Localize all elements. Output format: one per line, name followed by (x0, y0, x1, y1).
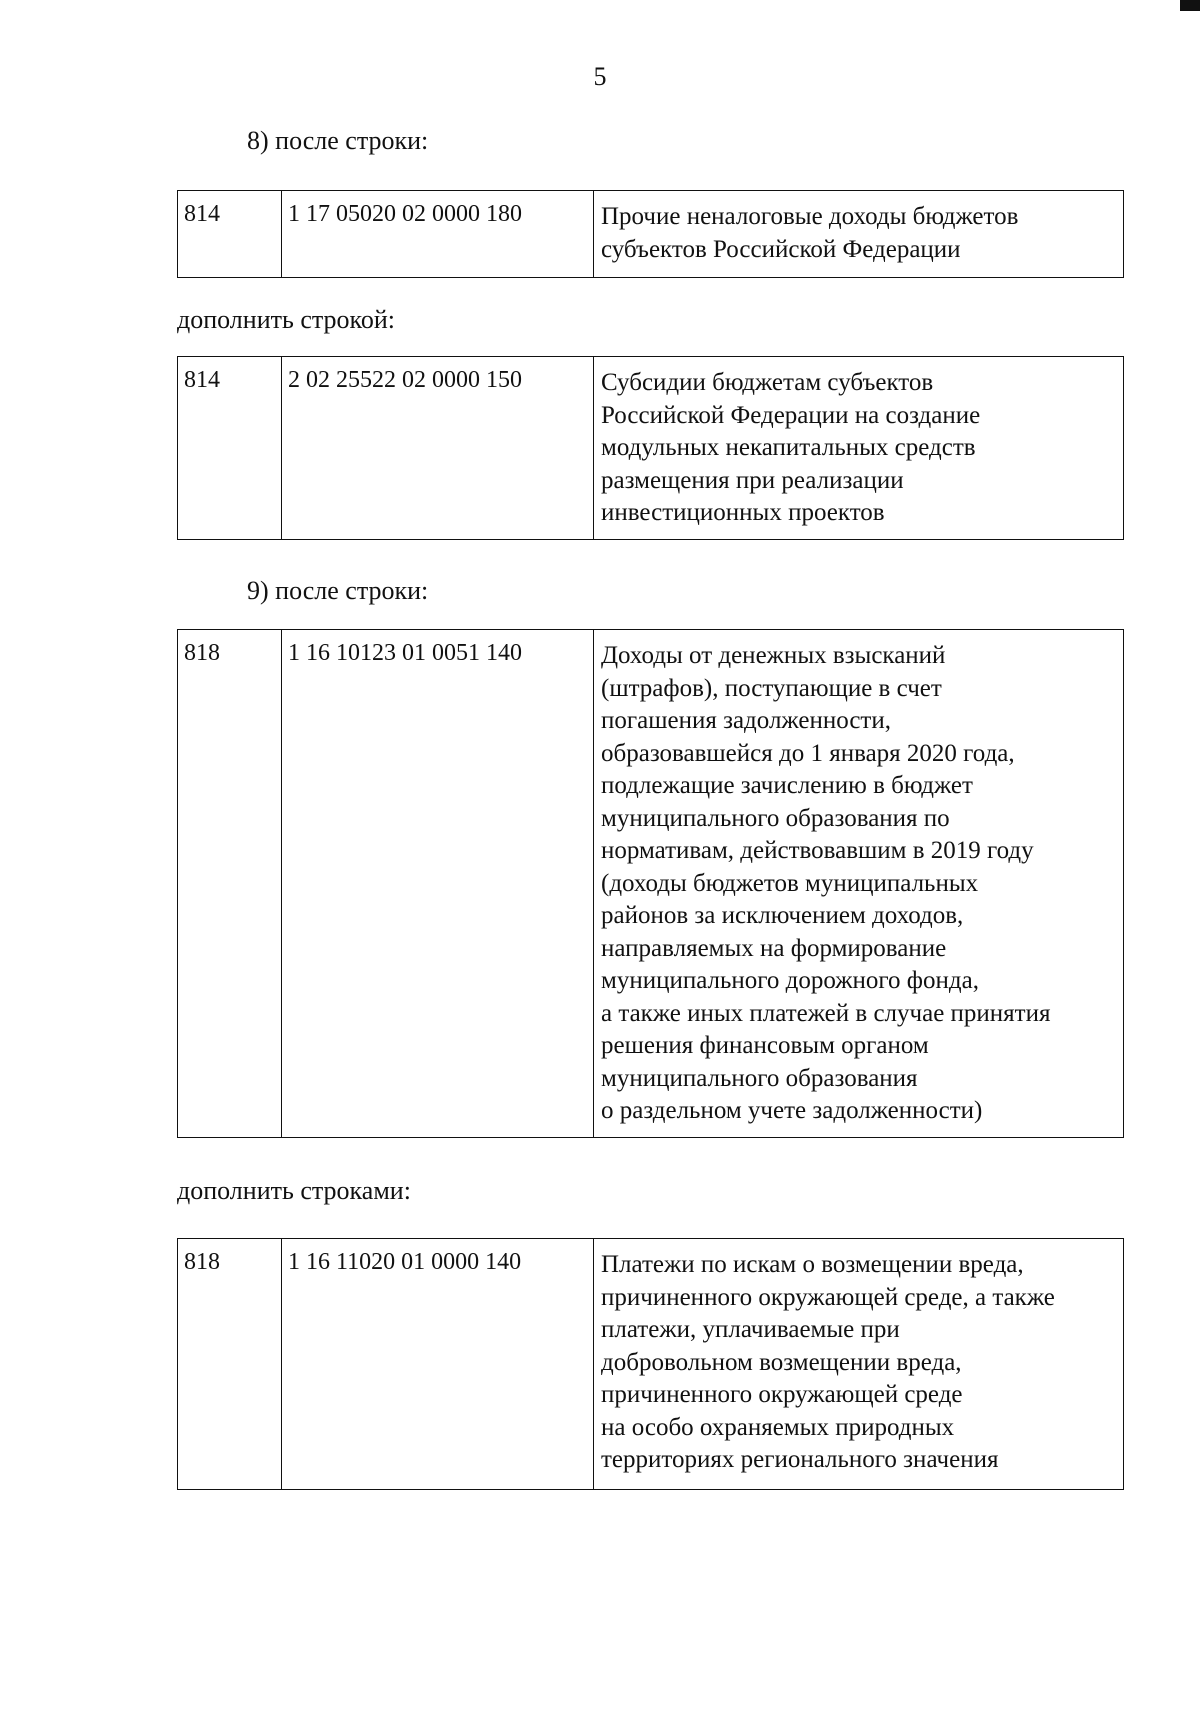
description-cell: Прочие неналоговые доходы бюджетов субъектов Российской Федерации (601, 203, 1019, 263)
scan-corner-mark (1180, 0, 1200, 11)
caption-after-line-8: 8) после строки: (247, 126, 429, 155)
budget-code-cell: 1 16 11020 01 0000 140 (282, 1239, 594, 1489)
table-row (177, 190, 1124, 278)
caption-add-line: дополнить строкой: (177, 305, 395, 334)
description-cell: Доходы от денежных взысканий (штрафов), поступающие в счет погашения задолженности, образовавшейся до 1 января 2020 года, подлежащие зачислению в бюджет муниципального образования по нормативам, действовавшим в 2019 году (доходы бюджетов муниципальных районов за исключением доходов, направляемых на формирование муниципального дорожного фонда, а также иных платежей в случае принятия решения финансовым органом муниципального образования о раздельном учете задолженности) (601, 642, 1051, 1124)
table-row (177, 629, 1124, 1138)
admin-code-cell: 818 (178, 630, 282, 1137)
description-cell: Платежи по искам о возмещении вреда, причиненного окружающей среде, а также платежи, уплачиваемые при добровольном возмещении вреда, причиненного окружающей среде на особо охраняемых природных территориях регионального значения (601, 1251, 1055, 1473)
budget-code-cell: 1 16 10123 01 0051 140 (282, 630, 594, 1137)
page-number: 5 (593, 62, 607, 91)
caption-after-line-9: 9) после строки: (247, 576, 429, 605)
table-row (177, 1238, 1124, 1490)
admin-code-cell: 814 (178, 357, 282, 539)
admin-code-cell: 814 (178, 191, 282, 277)
table-row (177, 356, 1124, 540)
description-cell: Субсидии бюджетам субъектов Российской Федерации на создание модульных некапитальных средств размещения при реализации инвестиционных проектов (601, 369, 981, 526)
caption-add-lines: дополнить строками: (177, 1176, 411, 1205)
budget-code-cell: 2 02 25522 02 0000 150 (282, 357, 594, 539)
budget-code-cell: 1 17 05020 02 0000 180 (282, 191, 594, 277)
admin-code-cell: 818 (178, 1239, 282, 1489)
